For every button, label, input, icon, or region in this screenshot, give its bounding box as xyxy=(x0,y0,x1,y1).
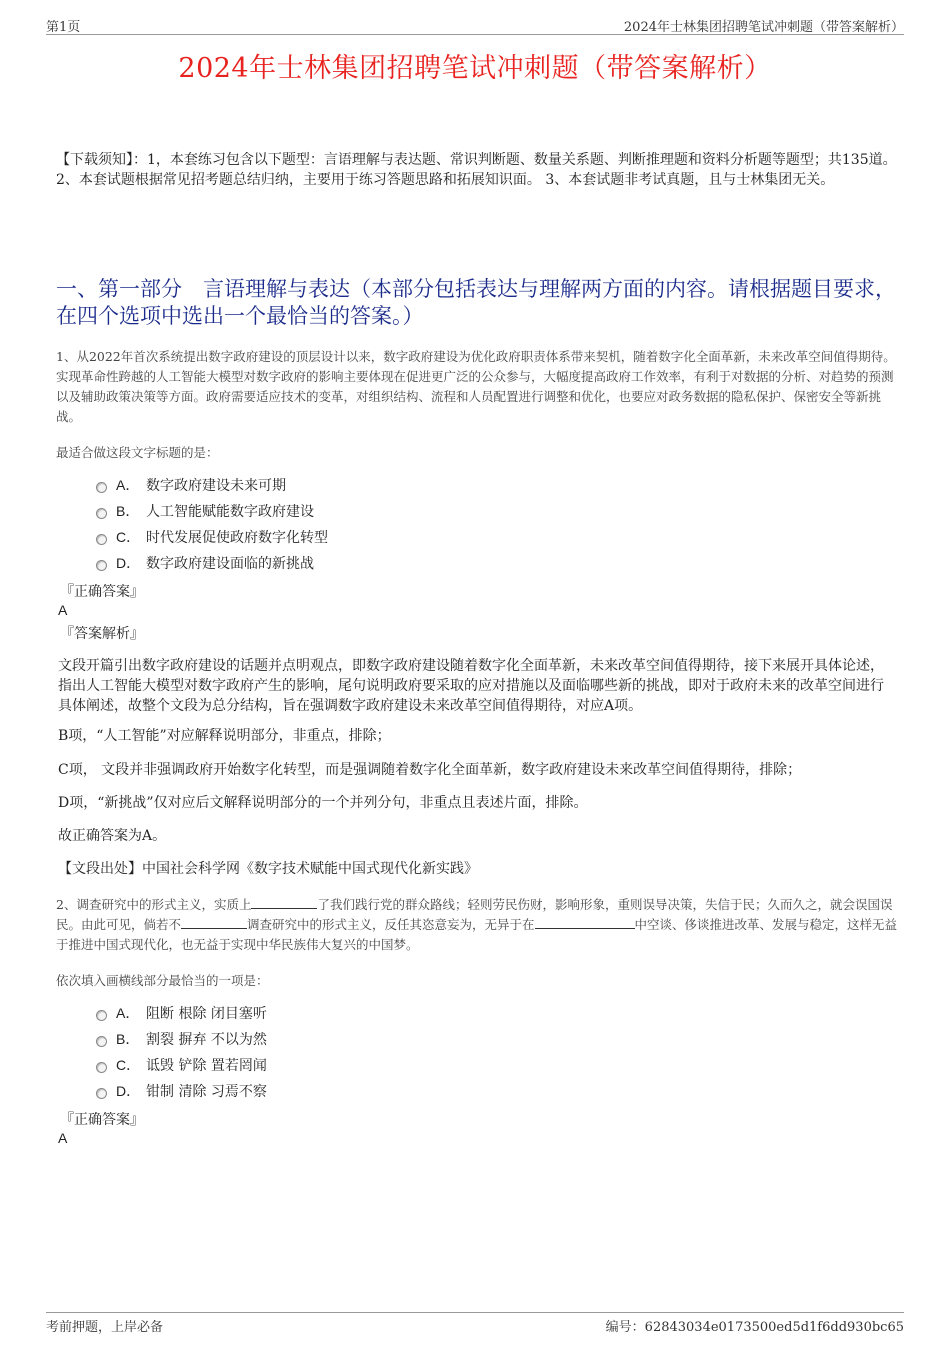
page-number: 第1页 xyxy=(46,20,81,35)
page-footer xyxy=(46,1312,904,1335)
question-1-option-c[interactable]: C． 时代发展促使政府数字化转型 xyxy=(96,524,328,550)
question-1-options xyxy=(96,472,328,576)
question-2-prompt: 依次填入画横线部分最恰当的一项是： xyxy=(56,973,269,988)
download-notice: 【下载须知】：1，本套练习包含以下题型：言语理解与表达题、常识判断题、数量关系题、判断推理题和资料分析题等题型；共135道。 2、本套试题根据常见招考题总结归纳，主要用于练习答题思路和拓展知识面。 3、本套试题非考试真题，且与士林集团无关。 xyxy=(56,152,897,188)
radio-icon[interactable] xyxy=(96,508,107,519)
radio-icon[interactable] xyxy=(96,560,107,571)
blank-line xyxy=(251,896,317,909)
radio-icon[interactable] xyxy=(96,1062,107,1073)
radio-icon[interactable] xyxy=(96,1010,107,1021)
analysis-paragraph: 故正确答案为A。 xyxy=(58,828,167,844)
question-1-option-a[interactable]: A． 数字政府建设未来可期 xyxy=(96,472,328,498)
analysis-paragraph: B项，“人工智能”对应解释说明部分，非重点，排除； xyxy=(58,728,391,744)
section-title: 一、第一部分 言语理解与表达（本部分包括表达与理解两方面的内容。请根据题目要求，在四个选项中选出一个最恰当的答案。） xyxy=(56,277,896,328)
question-1-text: 1、从2022年首次系统提出数字政府建设的顶层设计以来，数字政府建设为优化政府职责体系带来契机，随着数字化全面革新，未来改革空间值得期待。实现革命性跨越的人工智能大模型对数字政府的影响主要体现在促进更广泛的公众参与，大幅度提高政府工作效率，有利于对数据的分析、对趋势的预测以及辅助政策决策等方面。政府需要适应技术的变革，对组织结构、流程和人员配置进行调整和优化，也要应对政务数据的隐私保护、保密安全等新挑战。 xyxy=(56,349,896,424)
question-2-option-d[interactable]: D． 钳制 清除 习焉不察 xyxy=(96,1078,267,1104)
header-doc-title: 2024年士林集团招聘笔试冲刺题（带答案解析） xyxy=(623,20,904,35)
question-2-options xyxy=(96,1000,267,1104)
question-1-answer-label: 『正确答案』 xyxy=(60,584,144,600)
question-1-option-b[interactable]: B． 人工智能赋能数字政府建设 xyxy=(96,498,328,524)
page-title: 2024年士林集团招聘笔试冲刺题（带答案解析） xyxy=(178,53,772,84)
radio-icon[interactable] xyxy=(96,1036,107,1047)
question-2-answer: A xyxy=(58,1130,68,1146)
question-1-prompt: 最适合做这段文字标题的是： xyxy=(56,445,219,460)
question-2-option-a[interactable]: A． 阻断 根除 闭目塞听 xyxy=(96,1000,267,1026)
radio-icon[interactable] xyxy=(96,482,107,493)
question-2-option-c[interactable]: C． 诋毁 铲除 置若罔闻 xyxy=(96,1052,267,1078)
analysis-paragraph: C项， 文段并非强调政府开始数字化转型，而是强调随着数字化全面革新，数字政府建设未来改革空间值得期待，排除； xyxy=(58,762,802,778)
question-1-answer: A xyxy=(58,602,68,618)
question-2-answer-label: 『正确答案』 xyxy=(60,1112,144,1128)
footer-doc-id: 编号：62843034e0173500ed5d1f6dd930bc65 xyxy=(605,1320,904,1335)
question-1-option-d[interactable]: D． 数字政府建设面临的新挑战 xyxy=(96,550,328,576)
question-1-analysis-label: 『答案解析』 xyxy=(60,626,144,642)
analysis-paragraph: 文段开篇引出数字政府建设的话题并点明观点，即数字政府建设随着数字化全面革新，未来改革空间值得期待，接下来展开具体论述，指出人工智能大模型对数字政府产生的影响，尾句说明政府要采取的应对措施以及面临哪些新的挑战，即对于政府未来的改革空间进行具体阐述，故整个文段为总分结构，旨在强调数字政府建设未来改革空间值得期待，对应A项。 xyxy=(58,658,884,714)
radio-icon[interactable] xyxy=(96,534,107,545)
source-citation: 【文段出处】中国社会科学网《数字技术赋能中国式现代化新实践》 xyxy=(58,861,478,877)
analysis-paragraph: D项，“新挑战”仅对应后文解释说明部分的一个并列分句，非重点且表述片面，排除。 xyxy=(58,795,588,811)
question-2-option-b[interactable]: B． 割裂 摒弃 不以为然 xyxy=(96,1026,267,1052)
blank-line xyxy=(181,916,247,929)
radio-icon[interactable] xyxy=(96,1088,107,1099)
blank-line xyxy=(535,916,635,929)
footer-slogan: 考前押题，上岸必备 xyxy=(46,1320,164,1335)
question-2-text: 2、调查研究中的形式主义，实质上 了我们践行党的群众路线；轻则劳民伤财，影响形象，重则误导决策，失信于民；久而久之，就会误国误民。由此可见，倘若不 调查研究中的形式主义，反任其恣意妄为，无异于在 中空谈、侈谈推进改革、发展与稳定，这样无益于推进中国式现代化，也无益于实现中华民族伟大复兴的中国梦。 xyxy=(56,897,898,952)
page-header xyxy=(46,14,904,35)
